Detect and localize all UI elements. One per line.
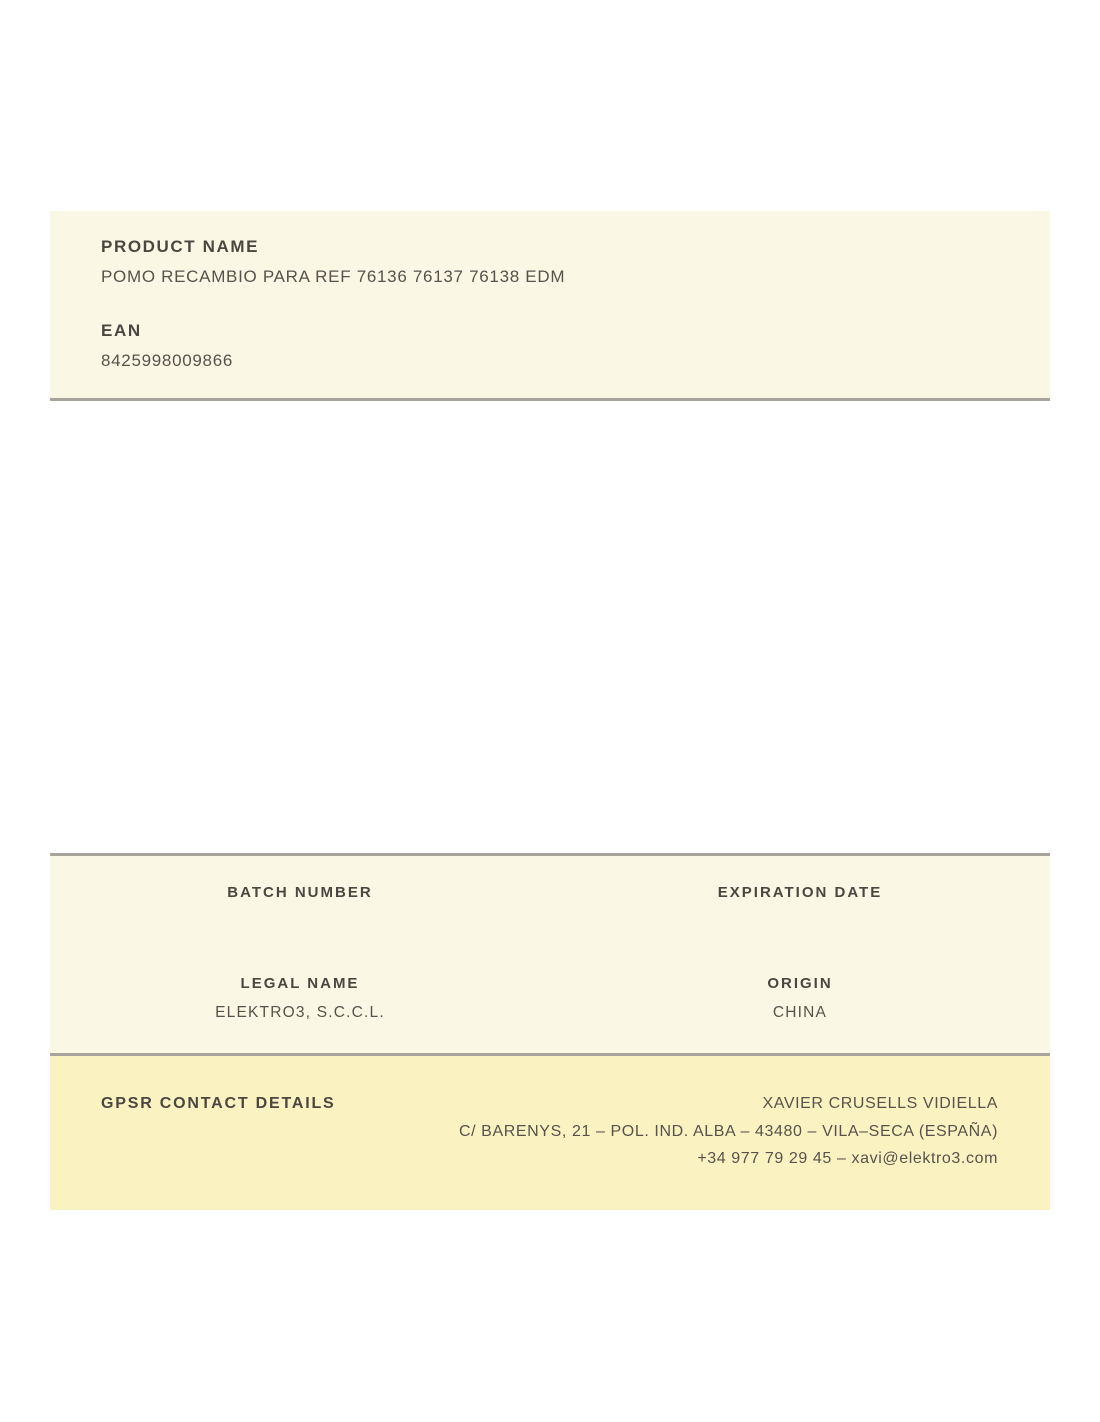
gpsr-contact-block <box>459 1095 998 1178</box>
batch-number-field <box>50 885 550 976</box>
expiration-date-value <box>550 914 1050 930</box>
gpsr-heading: GPSR CONTACT DETAILS <box>101 1095 336 1112</box>
ean-label: EAN <box>101 321 142 340</box>
legal-name-value: ELEKTRO3, S.C.C.L. <box>215 1004 385 1021</box>
origin-field <box>550 976 1050 1021</box>
gpsr-contact-section <box>50 1056 1050 1210</box>
gpsr-contact-phone-email: +34 977 79 29 45 – xavi@elektro3.com <box>697 1150 998 1167</box>
product-info-section <box>50 211 1050 401</box>
details-grid <box>50 885 1050 1021</box>
gpsr-contact-address: C/ BARENYS, 21 – POL. IND. ALBA – 43480 – VILA–SECA (ESPAÑA) <box>458 1122 998 1140</box>
batch-number-label: BATCH NUMBER <box>227 884 373 901</box>
expiration-date-label: EXPIRATION DATE <box>717 884 883 901</box>
origin-value: CHINA <box>772 1004 828 1021</box>
expiration-date-field <box>550 885 1050 976</box>
legal-name-field <box>50 976 550 1021</box>
gpsr-contact-name: XAVIER CRUSELLS VIDIELLA <box>762 1095 998 1112</box>
batch-number-value <box>50 914 550 930</box>
ean-value: 8425998009866 <box>101 351 234 370</box>
origin-label: ORIGIN <box>767 975 833 992</box>
product-name-label: PRODUCT NAME <box>101 237 260 256</box>
product-name-value: POMO RECAMBIO PARA REF 76136 76137 76138 EDM <box>101 267 566 286</box>
batch-details-section <box>50 853 1050 1056</box>
product-name-field <box>101 238 1000 285</box>
ean-field <box>101 322 1000 369</box>
legal-name-label: LEGAL NAME <box>240 975 360 992</box>
